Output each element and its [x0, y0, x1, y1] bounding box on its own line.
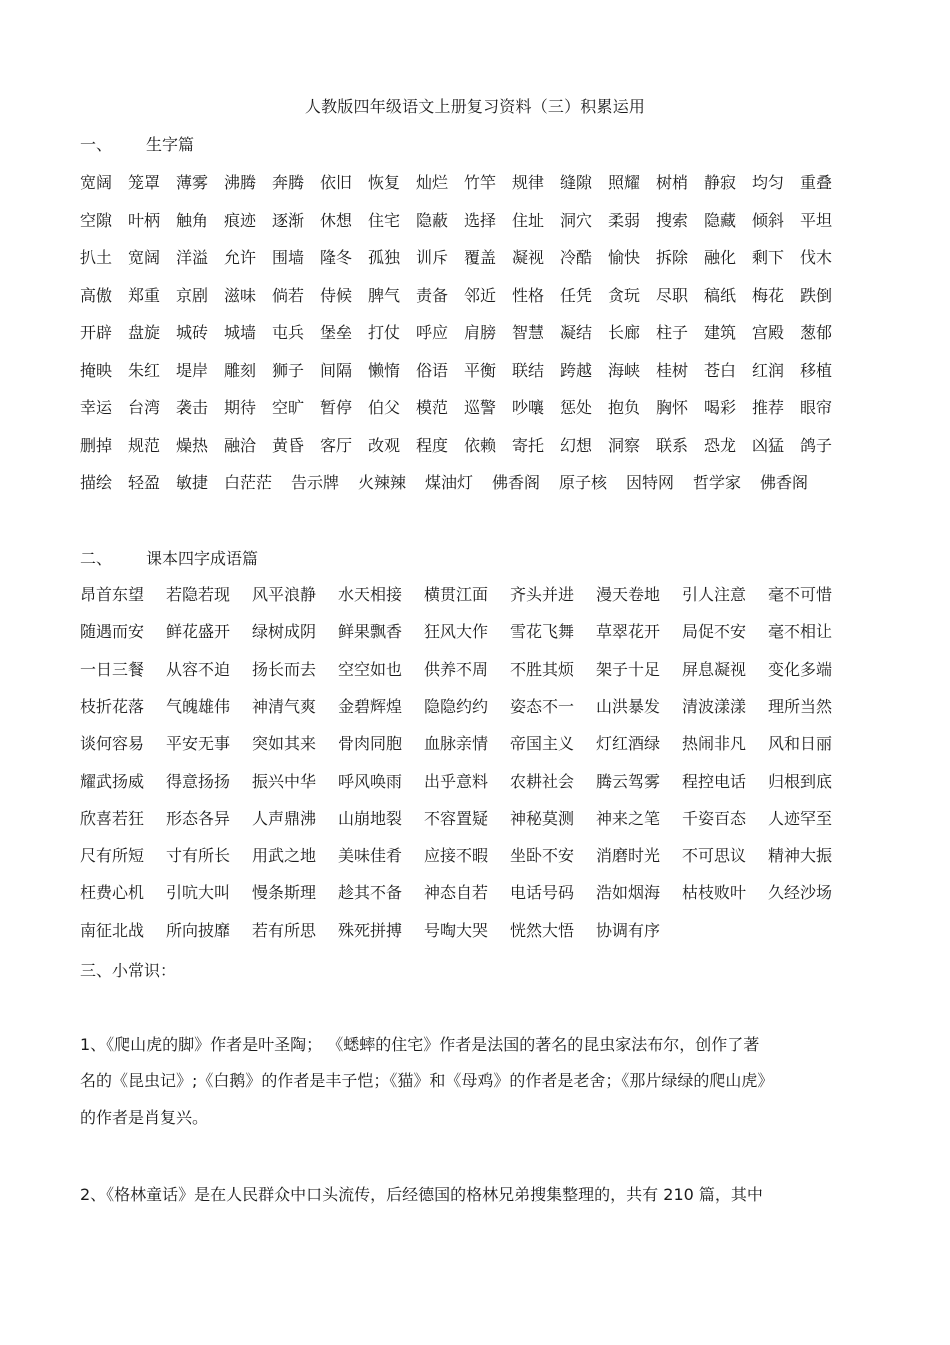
idiom-item: 腾云驾雾 — [596, 771, 661, 791]
idiom-item: 程控电话 — [682, 771, 747, 791]
vocab-word-item: 朱红 — [128, 360, 161, 380]
idiom-item: 引吭大叫 — [166, 883, 231, 903]
vocab-word-item: 任凭 — [560, 285, 593, 305]
vocab-word-item: 笼罩 — [128, 173, 161, 192]
idiom-item: 风平浪静 — [252, 585, 317, 604]
idiom-item: 呼风唤雨 — [338, 771, 403, 791]
vocab-word-item: 轻盈 — [128, 473, 161, 492]
knowledge-item-1-line-3: 的作者是肖复兴。 — [80, 1108, 209, 1127]
vocab-word-item: 惩处 — [560, 398, 593, 417]
vocab-word-item: 冷酷 — [560, 248, 593, 267]
vocab-word-item: 柱子 — [656, 323, 689, 342]
vocab-word-item: 佛香阁 — [492, 473, 541, 492]
idiom-item: 鲜果飘香 — [338, 622, 403, 642]
vocab-word-item: 间隔 — [320, 360, 353, 380]
vocab-word-item: 拆除 — [656, 248, 689, 267]
idiom-item: 枉费心机 — [80, 883, 145, 903]
idiom-item: 谈何容易 — [80, 734, 145, 754]
vocab-word-item: 京剧 — [176, 285, 209, 305]
idiom-item: 绿树成阴 — [252, 622, 317, 642]
vocab-word-item: 葱郁 — [800, 323, 833, 342]
vocab-word-item: 台湾 — [128, 398, 161, 417]
idiom-item: 用武之地 — [252, 846, 317, 866]
vocab-word-item: 缝隙 — [560, 173, 593, 192]
vocab-word-item: 触角 — [176, 210, 209, 230]
vocab-word-item: 照耀 — [608, 173, 641, 192]
vocab-word-item: 规律 — [512, 173, 545, 192]
vocab-word-item: 肩膀 — [464, 323, 497, 342]
idiom-item: 恍然大悟 — [510, 920, 575, 940]
vocab-word-item: 柔弱 — [608, 210, 641, 230]
vocab-word-item: 煤油灯 — [425, 473, 474, 492]
vocab-word-item: 描绘 — [80, 473, 113, 492]
vocab-word-item: 删掉 — [80, 435, 113, 455]
idiom-item: 鲜花盛开 — [166, 622, 231, 642]
idiom-item: 千姿百态 — [682, 808, 747, 828]
idiom-item: 寸有所长 — [166, 846, 231, 866]
vocab-word-item: 宽阔 — [80, 173, 113, 192]
idiom-item: 随遇而安 — [80, 622, 145, 642]
vocab-word-item: 隆冬 — [320, 248, 353, 267]
idiom-item: 平安无事 — [166, 734, 231, 754]
vocab-word-item: 树梢 — [656, 173, 689, 192]
vocab-word-item: 恐龙 — [704, 435, 737, 455]
idiom-item: 振兴中华 — [252, 771, 317, 791]
vocab-word-item: 堤岸 — [176, 360, 209, 380]
vocab-word-item: 盘旋 — [128, 323, 161, 342]
vocab-word-item: 巡警 — [464, 398, 497, 417]
vocab-word-item: 袭击 — [176, 398, 209, 417]
vocab-word-item: 允许 — [224, 248, 257, 267]
idiom-item: 金碧辉煌 — [338, 696, 403, 716]
vocab-word-item: 尽职 — [656, 285, 689, 305]
vocab-word-item: 洞穴 — [560, 210, 593, 230]
idiom-item: 风和日丽 — [768, 734, 833, 754]
idiom-item: 水天相接 — [338, 585, 403, 604]
vocab-word-item: 桂树 — [656, 360, 689, 380]
vocab-word-item: 侍候 — [320, 285, 353, 305]
vocab-word-item: 凝结 — [560, 323, 593, 342]
vocab-word-item: 鸽子 — [800, 435, 833, 455]
idiom-item: 精神大振 — [768, 846, 833, 866]
idiom-item: 引人注意 — [682, 585, 747, 604]
idiom-item: 神秘莫测 — [510, 808, 575, 828]
vocab-word-item: 哲学家 — [693, 473, 742, 492]
vocab-word-item: 静寂 — [704, 173, 737, 192]
idiom-item: 突如其来 — [252, 734, 317, 754]
vocab-word-item: 吵嚷 — [512, 398, 545, 417]
vocab-word-item: 苍白 — [704, 360, 737, 380]
idiom-item: 电话号码 — [510, 883, 575, 903]
idiom-item: 人迹罕至 — [768, 808, 833, 828]
vocab-word-item: 火辣辣 — [358, 473, 407, 492]
idiom-item: 南征北战 — [80, 920, 145, 940]
vocab-word-item: 脾气 — [368, 285, 401, 305]
idiom-item: 从容不迫 — [166, 659, 231, 679]
vocab-word-item: 白茫茫 — [224, 473, 273, 492]
vocab-word-item: 建筑 — [704, 323, 737, 342]
knowledge-item-1-line-2: 名的《昆虫记》;《白鹅》的作者是丰子恺；《猫》和《母鸡》的作者是老舍；《那片绿绿的爬山虎》 — [80, 1071, 774, 1090]
vocab-word-item: 长廊 — [608, 323, 641, 342]
vocab-word-item: 开辟 — [80, 323, 113, 342]
vocab-word-item: 俗语 — [416, 360, 449, 380]
vocab-word-item: 平衡 — [464, 360, 497, 380]
vocab-word-item: 呼应 — [416, 323, 449, 342]
vocab-word-item: 均匀 — [752, 173, 785, 192]
vocab-word-item: 伐木 — [800, 248, 833, 267]
vocab-word-item: 滋味 — [224, 285, 257, 305]
vocab-word-item: 打仗 — [368, 323, 401, 342]
idiom-item: 清波漾漾 — [682, 696, 747, 716]
vocab-word-item: 幸运 — [80, 398, 113, 417]
vocab-word-item: 性格 — [512, 285, 545, 305]
idiom-item: 血脉亲情 — [424, 734, 489, 754]
idiom-item: 所向披靡 — [166, 920, 231, 940]
vocab-word-item: 凶猛 — [752, 435, 785, 455]
vocab-word-item: 红润 — [752, 360, 785, 380]
idiom-item: 空空如也 — [338, 659, 403, 679]
vocab-word-item: 洞察 — [608, 435, 641, 455]
vocab-word-item: 宽阔 — [128, 248, 161, 267]
vocab-word-item: 佛香阁 — [760, 473, 809, 492]
idiom-item: 出乎意料 — [424, 771, 489, 791]
vocab-word-item: 隐蔽 — [416, 210, 449, 230]
vocab-word-item: 因特网 — [626, 473, 675, 492]
section2-heading — [80, 546, 258, 569]
vocab-word-item: 宫殿 — [752, 323, 785, 342]
vocab-word-item: 责备 — [416, 285, 449, 305]
vocab-word-item: 掩映 — [80, 360, 113, 380]
vocab-word-item: 燥热 — [176, 435, 209, 455]
idiom-item: 枝折花落 — [80, 696, 145, 716]
vocab-word-item: 敏捷 — [176, 473, 209, 492]
vocab-word-item: 倾斜 — [752, 210, 785, 230]
idiom-item: 浩如烟海 — [596, 883, 661, 903]
section1-label: 生字篇 — [146, 135, 195, 154]
idiom-item: 架子十足 — [596, 659, 661, 679]
idiom-item: 雪花飞舞 — [510, 622, 575, 642]
vocab-word-item: 梅花 — [752, 285, 785, 305]
idiom-item: 隐隐约约 — [424, 696, 489, 716]
idiom-item: 应接不暇 — [424, 846, 489, 866]
vocab-word-item: 原子核 — [559, 473, 608, 492]
vocab-word-item: 选择 — [464, 210, 497, 230]
vocab-word-item: 客厅 — [320, 435, 353, 455]
vocab-word-item: 狮子 — [272, 360, 305, 380]
idiom-item: 人声鼎沸 — [252, 808, 317, 828]
vocab-word-item: 伯父 — [368, 398, 401, 417]
idiom-item: 姿态不一 — [510, 696, 575, 716]
idiom-item: 一日三餐 — [80, 659, 145, 679]
vocab-word-item: 孤独 — [368, 248, 401, 267]
knowledge-item-2-line-1: 2、《格林童话》是在人民群众中口头流传，后经德国的格林兄弟搜集整理的，共有 210 篇，其中 — [80, 1185, 763, 1204]
vocab-word-item: 依赖 — [464, 435, 497, 455]
vocab-word-item: 凝视 — [512, 248, 545, 267]
vocab-word-item: 改观 — [368, 435, 401, 455]
vocab-word-item: 倘若 — [272, 285, 305, 305]
idiom-item: 骨肉同胞 — [338, 734, 403, 754]
vocab-word-item: 胸怀 — [656, 398, 689, 417]
vocab-word-item: 规范 — [128, 435, 161, 455]
idiom-item: 理所当然 — [768, 696, 833, 716]
vocab-word-item: 沸腾 — [224, 173, 257, 192]
idiom-item: 殊死拼搏 — [338, 920, 403, 940]
idiom-item: 昂首东望 — [80, 585, 145, 604]
vocab-word-item: 平坦 — [800, 210, 833, 230]
idiom-item: 尺有所短 — [80, 846, 145, 866]
vocab-word-item: 寄托 — [512, 435, 545, 455]
section2-label: 课本四字成语篇 — [146, 549, 259, 568]
vocab-word-item: 推荐 — [752, 398, 785, 417]
vocab-word-item: 恢复 — [368, 173, 401, 192]
vocab-word-item: 眼帘 — [800, 398, 833, 417]
vocab-word-item: 城砖 — [176, 323, 209, 342]
idiom-item: 神来之笔 — [596, 808, 661, 828]
idiom-item: 毫不相让 — [768, 622, 833, 642]
idiom-item: 齐头并进 — [510, 585, 575, 604]
idiom-item: 山崩地裂 — [338, 808, 403, 828]
vocab-word-item: 训斥 — [416, 248, 449, 267]
idiom-item: 号啕大哭 — [424, 920, 489, 940]
vocab-word-item: 痕迹 — [224, 210, 257, 230]
idiom-item: 帝国主义 — [510, 734, 575, 754]
vocab-word-item: 愉快 — [608, 248, 641, 267]
idiom-item: 坐卧不安 — [510, 846, 575, 866]
idiom-item: 漫天卷地 — [596, 585, 661, 604]
idiom-item: 久经沙场 — [768, 883, 833, 903]
idiom-item: 趁其不备 — [338, 883, 403, 903]
idiom-item: 协调有序 — [596, 920, 661, 940]
vocab-word-item: 住址 — [512, 210, 545, 230]
idiom-item: 变化多端 — [768, 659, 833, 679]
vocab-word-item: 叶柄 — [128, 210, 161, 230]
idiom-item: 耀武扬威 — [80, 771, 145, 791]
vocab-word-item: 灿烂 — [416, 173, 449, 192]
idiom-item: 狂风大作 — [424, 622, 489, 642]
vocab-word-item: 屯兵 — [272, 323, 305, 342]
idiom-item: 供养不周 — [424, 659, 489, 679]
idiom-item: 美味佳肴 — [338, 846, 403, 866]
vocab-word-item: 懒惰 — [368, 360, 401, 380]
idiom-item: 形态各异 — [166, 808, 231, 828]
vocab-word-item: 郑重 — [128, 285, 161, 305]
vocab-word-item: 围墙 — [272, 248, 305, 267]
vocab-word-item: 移植 — [800, 360, 833, 380]
vocab-word-item: 融化 — [704, 248, 737, 267]
idiom-item: 山洪暴发 — [596, 696, 661, 716]
vocab-word-item: 跌倒 — [800, 285, 833, 305]
idiom-item: 局促不安 — [682, 622, 747, 642]
idiom-item: 横贯江面 — [424, 585, 489, 604]
vocab-word-item: 扒土 — [80, 248, 113, 267]
idiom-item: 屏息凝视 — [682, 659, 747, 679]
vocab-word-item: 住宅 — [368, 210, 401, 230]
section3-heading: 三、小常识： — [80, 961, 177, 980]
idiom-item: 热闹非凡 — [682, 734, 747, 754]
vocab-word-item: 竹竿 — [464, 173, 497, 192]
vocab-word-item: 联结 — [512, 360, 545, 380]
vocab-word-item: 逐渐 — [272, 210, 305, 230]
idiom-item: 神清气爽 — [252, 696, 317, 716]
vocab-word-item: 黄昏 — [272, 435, 305, 455]
idiom-item: 扬长而去 — [252, 659, 317, 679]
idiom-item: 欣喜若狂 — [80, 808, 145, 828]
idiom-item: 神态自若 — [424, 883, 489, 903]
section2-number: 二、 — [80, 549, 113, 568]
idiom-item: 若有所思 — [252, 920, 317, 940]
idiom-item: 不容置疑 — [424, 808, 489, 828]
document-title: 人教版四年级语文上册复习资料（三）积累运用 — [304, 97, 646, 116]
vocab-word-item: 薄雾 — [176, 173, 209, 192]
idiom-item: 毫不可惜 — [768, 585, 833, 604]
vocab-word-item: 贪玩 — [608, 285, 641, 305]
vocab-word-item: 重叠 — [800, 173, 833, 192]
section1-heading — [80, 132, 194, 155]
vocab-word-item: 邻近 — [464, 285, 497, 305]
idiom-item: 归根到底 — [768, 771, 833, 791]
idiom-item: 农耕社会 — [510, 771, 575, 791]
idiom-item: 灯红酒绿 — [596, 734, 661, 754]
vocab-word-item: 告示牌 — [291, 473, 340, 492]
vocab-word-item: 覆盖 — [464, 248, 497, 267]
idiom-item: 草翠花开 — [596, 622, 661, 642]
knowledge-item-1-line-1: 1、《爬山虎的脚》作者是叶圣陶； 《蟋蟀的住宅》作者是法国的著名的昆虫家法布尔，创作了著 — [80, 1035, 760, 1054]
vocab-word-item: 堡垒 — [320, 323, 353, 342]
vocab-word-item: 模范 — [416, 398, 449, 417]
vocab-word-item: 休想 — [320, 210, 353, 230]
vocab-word-item: 联系 — [656, 435, 689, 455]
vocab-word-item: 智慧 — [512, 323, 545, 342]
vocab-word-item: 海峡 — [608, 360, 641, 380]
vocab-word-item: 依旧 — [320, 173, 353, 192]
vocab-word-item: 城墙 — [224, 323, 257, 342]
section1-number: 一、 — [80, 135, 113, 154]
vocab-word-item: 程度 — [416, 435, 449, 455]
idiom-item: 枯枝败叶 — [682, 883, 747, 903]
idiom-item: 气魄雄伟 — [166, 696, 231, 716]
idiom-item: 消磨时光 — [596, 846, 661, 866]
vocab-word-item: 空隙 — [80, 210, 113, 230]
vocab-word-item: 高傲 — [80, 285, 113, 305]
vocab-word-item: 跨越 — [560, 360, 593, 380]
vocab-word-item: 雕刻 — [224, 360, 257, 380]
vocab-word-item: 空旷 — [272, 398, 305, 417]
vocab-word-item: 幻想 — [560, 435, 593, 455]
vocab-word-item: 喝彩 — [704, 398, 737, 417]
vocab-word-item: 期待 — [224, 398, 257, 417]
vocab-word-item: 搜索 — [656, 210, 689, 230]
vocab-word-item: 隐藏 — [704, 210, 737, 230]
idiom-item: 慢条斯理 — [252, 883, 317, 903]
vocab-word-item: 抱负 — [608, 398, 641, 417]
vocab-word-item: 暂停 — [320, 398, 353, 417]
vocab-word-item: 融洽 — [224, 435, 257, 455]
idiom-item: 得意扬扬 — [166, 771, 231, 791]
idiom-item: 不可思议 — [682, 846, 747, 866]
vocab-word-item: 奔腾 — [272, 173, 305, 192]
vocab-word-item: 剩下 — [752, 248, 785, 267]
idiom-item: 若隐若现 — [166, 585, 231, 604]
vocab-word-item: 稿纸 — [704, 285, 737, 305]
vocab-word-item: 洋溢 — [176, 248, 209, 267]
idiom-item: 不胜其烦 — [510, 659, 575, 679]
